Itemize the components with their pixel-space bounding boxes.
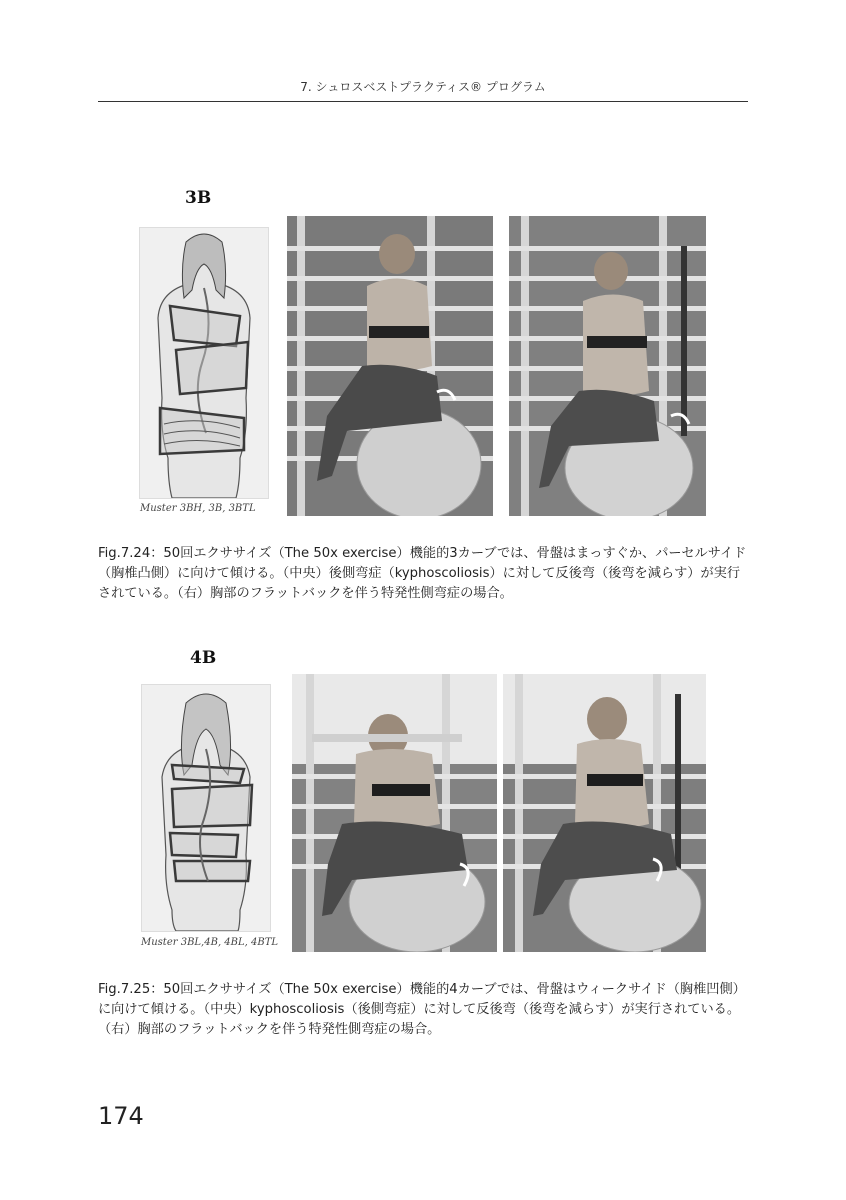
figure-1-caption: Fig.7.24：50回エクササイズ（The 50x exercise）機能的3カーブでは、骨盤はまっすぐか、パーセルサイド（胸椎凸側）に向けて傾ける。（中央）後側弯症（kyphoscoliosis）に対して反後弯（後弯を減らす）が実行されている。（右）胸部のフラットバックを伴う特発性側弯症の場合。 — [98, 546, 747, 601]
header-rule — [98, 101, 748, 102]
photo-3b-right-scene — [509, 216, 706, 516]
photo-4b-right-scene — [503, 674, 706, 952]
figure-2-muster-caption: Muster 3BL,4B, 4BL, 4BTL — [141, 937, 279, 948]
figure-1-photo-center — [287, 216, 493, 516]
spine-diagram-4b-drawing — [142, 685, 270, 931]
running-header: 7. シュロスベストプラクティス® プログラム — [300, 80, 546, 94]
figure-2-photo-right — [503, 674, 706, 952]
spine-diagram-3b-drawing — [140, 228, 268, 498]
page-number: 174 — [98, 1102, 144, 1130]
figure-1-curve-label: 3B — [185, 188, 212, 208]
photo-3b-center-scene — [287, 216, 493, 516]
figure-2-photo-center — [292, 674, 497, 952]
figure-1-muster-caption: Muster 3BH, 3B, 3BTL — [140, 503, 256, 514]
figure-2-caption: Fig.7.25：50回エクササイズ（The 50x exercise）機能的4カーブでは、骨盤はウィークサイド（胸椎凹側）に向けて傾ける。（中央）kyphoscoliosis（後側弯症）に対して反後弯（後弯を減らす）が実行されている。（右）胸部のフラットバックを伴う特発性側弯症の場合。 — [98, 982, 746, 1037]
photo-4b-center-scene — [292, 674, 497, 952]
figure-2-spine-diagram — [141, 684, 271, 932]
figure-1-photo-right — [509, 216, 706, 516]
figure-1-spine-diagram — [139, 227, 269, 499]
figure-2-curve-label: 4B — [190, 648, 217, 668]
